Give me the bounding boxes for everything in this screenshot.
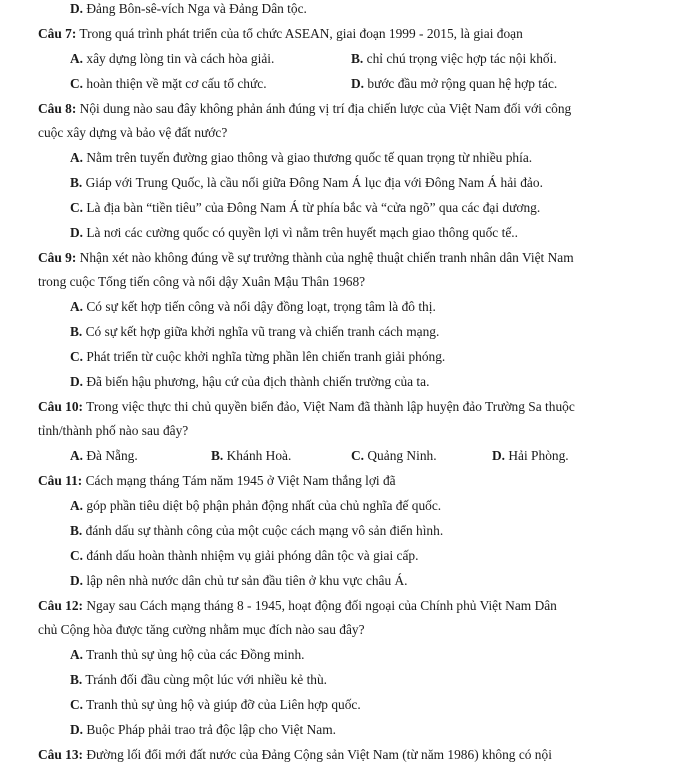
option-text: Tránh đối đầu cùng một lúc với nhiều kẻ thù. [82, 672, 328, 687]
option-text: Là địa bàn “tiền tiêu” của Đông Nam Á từ phía bắc và “cửa ngõ” qua các đại dương. [83, 200, 541, 215]
option-text: xây dựng lòng tin và cách hòa giải. [83, 51, 275, 66]
option-letter: C. [351, 448, 365, 463]
question-8-stem [38, 100, 571, 118]
option-letter: D. [70, 573, 84, 588]
question-12-stem-cont [38, 621, 365, 639]
question-9-option-b [70, 323, 439, 341]
question-10-stem [38, 398, 575, 416]
question-6-option-d [70, 0, 307, 18]
question-9-stem [38, 249, 574, 267]
option-letter: A. [70, 498, 84, 513]
option-text: Quảng Ninh. [364, 448, 437, 463]
question-13-stem [38, 746, 552, 764]
question-text: tỉnh/thành phố nào sau đây? [38, 423, 189, 438]
question-label: Câu 13: [38, 747, 84, 762]
question-11-stem [38, 472, 396, 490]
option-letter: B. [70, 672, 83, 687]
option-text: bước đầu mở rộng quan hệ hợp tác. [364, 76, 558, 91]
question-label: Câu 11: [38, 473, 83, 488]
question-7-option-b [351, 50, 557, 68]
question-text: Trong quá trình phát triển của tổ chức ASEAN, giai đoạn 1999 - 2015, là giai đoạn [76, 26, 523, 41]
option-text: Nằm trên tuyến đường giao thông và giao thương quốc tế quan trọng từ nhiều phía. [83, 150, 533, 165]
option-text: đánh dấu sự thành công của một cuộc cách mạng vô sản điển hình. [82, 523, 444, 538]
option-text: Đảng Bôn-sê-vích Nga và Đảng Dân tộc. [83, 1, 307, 16]
question-10-stem-cont [38, 422, 188, 440]
question-9-option-c [70, 348, 445, 366]
question-text: Ngay sau Cách mạng tháng 8 - 1945, hoạt động đối ngoại của Chính phủ Việt Nam Dân [83, 598, 557, 613]
option-text: lập nên nhà nước dân chủ tư sản đầu tiên ở khu vực châu Á. [83, 573, 408, 588]
question-text: chủ Cộng hòa được tăng cường nhằm mục đích nào sau đây? [38, 622, 365, 637]
question-9-stem-cont [38, 273, 365, 291]
question-label: Câu 12: [38, 598, 84, 613]
option-text: Giáp với Trung Quốc, là cầu nối giữa Đông Nam Á lục địa với Đông Nam Á hải đảo. [82, 175, 543, 190]
option-letter: D. [70, 225, 84, 240]
question-label: Câu 8: [38, 101, 77, 116]
question-11-option-c [70, 547, 418, 565]
option-letter: B. [70, 523, 83, 538]
question-text: Nội dung nào sau đây không phản ánh đúng vị trí địa chiến lược của Việt Nam đối với công [76, 101, 572, 116]
option-text: Buộc Pháp phải trao trả độc lập cho Việt Nam. [83, 722, 336, 737]
question-7-option-c [70, 75, 267, 93]
option-text: Có sự kết hợp giữa khởi nghĩa vũ trang và chiến tranh cách mạng. [82, 324, 440, 339]
option-letter: B. [70, 324, 83, 339]
question-7-option-d [351, 75, 557, 93]
question-12-option-a [70, 646, 305, 664]
question-9-option-a [70, 298, 436, 316]
option-letter: A. [70, 299, 84, 314]
option-letter: C. [70, 200, 84, 215]
option-text: Có sự kết hợp tiến công và nổi dậy đồng loạt, trọng tâm là đô thị. [83, 299, 436, 314]
option-letter: D. [351, 76, 365, 91]
question-11-option-a [70, 497, 441, 515]
question-8-stem-cont [38, 124, 227, 142]
option-letter: B. [351, 51, 364, 66]
option-text: Tranh thủ sự ủng hộ và giúp đỡ của Liên hợp quốc. [83, 697, 361, 712]
question-label: Câu 10: [38, 399, 84, 414]
question-text: Nhận xét nào không đúng về sự trưởng thành của nghệ thuật chiến tranh nhân dân Việt Nam [76, 250, 574, 265]
question-10-option-a [70, 447, 138, 465]
option-letter: D. [492, 448, 506, 463]
option-text: Là nơi các cường quốc có quyền lợi vì nằm trên huyết mạch giao thông quốc tế.. [83, 225, 518, 240]
option-text: góp phần tiêu diệt bộ phận phản động nhất của chủ nghĩa đế quốc. [83, 498, 442, 513]
option-letter: A. [70, 150, 84, 165]
option-letter: D. [70, 374, 84, 389]
question-text: Cách mạng tháng Tám năm 1945 ở Việt Nam thắng lợi đã [82, 473, 396, 488]
option-text: Đã biến hậu phương, hậu cứ của địch thành chiến trường của ta. [83, 374, 430, 389]
question-11-option-b [70, 522, 443, 540]
question-7-option-a [70, 50, 274, 68]
option-text: đánh dấu hoàn thành nhiệm vụ giải phóng dân tộc và giai cấp. [83, 548, 419, 563]
question-text: cuộc xây dựng và bảo vệ đất nước? [38, 125, 228, 140]
option-letter: A. [70, 448, 84, 463]
question-9-option-d [70, 373, 429, 391]
option-letter: B. [211, 448, 224, 463]
question-8-option-a [70, 149, 532, 167]
question-label: Câu 7: [38, 26, 77, 41]
option-letter: C. [70, 548, 84, 563]
question-8-option-c [70, 199, 540, 217]
question-12-stem [38, 597, 557, 615]
option-letter: C. [70, 76, 84, 91]
option-text: Tranh thủ sự ủng hộ của các Đồng minh. [83, 647, 305, 662]
option-text: chỉ chú trọng việc hợp tác nội khối. [363, 51, 557, 66]
option-text: hoàn thiện về mặt cơ cấu tổ chức. [83, 76, 267, 91]
option-letter: A. [70, 51, 84, 66]
question-text: Đường lối đổi mới đất nước của Đảng Cộng sản Việt Nam (từ năm 1986) không có nội [83, 747, 552, 762]
option-letter: B. [70, 175, 83, 190]
question-10-option-d [492, 447, 569, 465]
question-8-option-d [70, 224, 518, 242]
option-letter: A. [70, 647, 84, 662]
question-10-option-c [351, 447, 437, 465]
question-label: Câu 9: [38, 250, 77, 265]
option-text: Phát triển từ cuộc khởi nghĩa từng phần lên chiến tranh giải phóng. [83, 349, 446, 364]
option-text: Hải Phòng. [505, 448, 569, 463]
question-11-option-d [70, 572, 408, 590]
option-text: Khánh Hoà. [223, 448, 292, 463]
question-7-stem [38, 25, 523, 43]
option-letter: C. [70, 349, 84, 364]
question-12-option-c [70, 696, 361, 714]
question-text: Trong việc thực thi chủ quyền biển đảo, Việt Nam đã thành lập huyện đảo Trường Sa thuộc [83, 399, 575, 414]
question-12-option-b [70, 671, 327, 689]
question-12-option-d [70, 721, 336, 739]
question-10-option-b [211, 447, 291, 465]
question-text: trong cuộc Tổng tiến công và nổi dậy Xuân Mậu Thân 1968? [38, 274, 366, 289]
question-8-option-b [70, 174, 543, 192]
option-letter: C. [70, 697, 84, 712]
option-letter: D. [70, 1, 84, 16]
option-letter: D. [70, 722, 84, 737]
option-text: Đà Nẵng. [83, 448, 138, 463]
